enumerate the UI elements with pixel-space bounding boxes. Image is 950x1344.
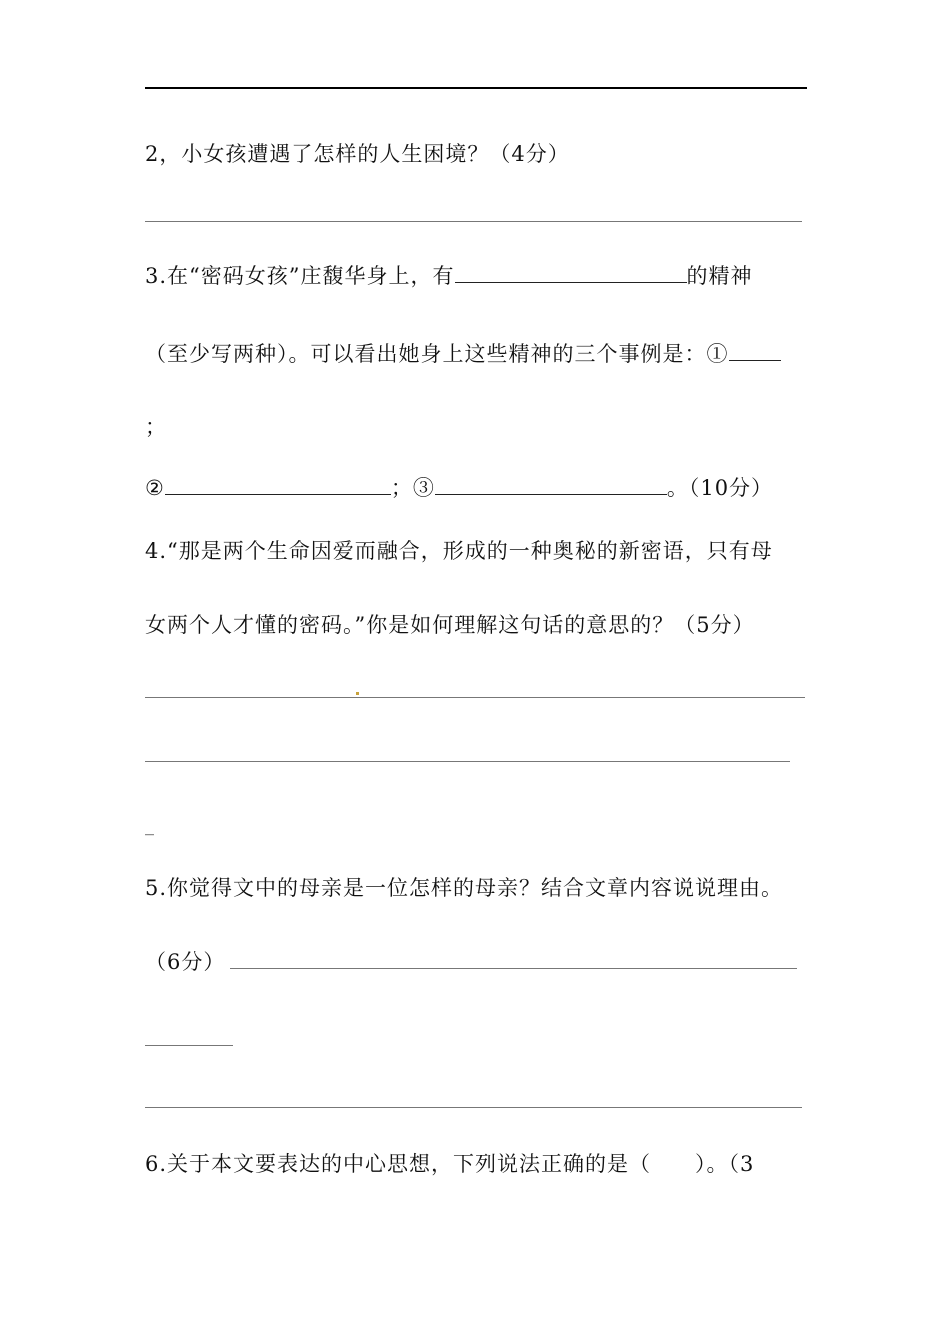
answer-line-q2[interactable] (145, 221, 802, 222)
question-3-marker-3: ；③ (390, 476, 435, 500)
answer-line-q5-3[interactable] (145, 1107, 802, 1108)
question-4-line-2: 女两个人才懂的密码。”你是如何理解这句话的意思的？（5分） (145, 613, 755, 637)
question-3-line-1 (145, 262, 753, 290)
question-3-marker-2: ② (145, 476, 165, 500)
answer-line-q5-2[interactable] (145, 1045, 233, 1046)
question-3-line-2 (145, 340, 781, 368)
question-3-text-b: 的精神 (686, 264, 753, 288)
header-rule (145, 87, 807, 89)
answer-line-q4-2[interactable] (145, 761, 790, 762)
answer-blank-q3-example-1[interactable] (729, 342, 781, 361)
stray-mark (356, 692, 359, 695)
question-3-score: 。（10分） (666, 476, 774, 500)
answer-line-q5-1[interactable] (230, 968, 797, 969)
answer-line-q4-tail: _ (145, 815, 155, 836)
question-3-text-c: （至少写两种）。可以看出她身上这些精神的三个事例是：① (145, 342, 729, 366)
answer-line-q4-1[interactable] (145, 697, 805, 698)
question-3-text-a: 3.在“密码女孩”庄馥华身上，有 (145, 264, 455, 288)
answer-blank-q3-spirit[interactable] (455, 264, 687, 283)
answer-blank-q3-example-2[interactable] (165, 476, 391, 495)
answer-blank-q3-example-3[interactable] (435, 476, 667, 495)
question-5-line-2 (145, 948, 225, 976)
question-5-score: （6分） (145, 950, 226, 974)
question-6: 6.关于本文要表达的中心思想，下列说法正确的是（ ）。（3 (145, 1152, 755, 1176)
question-3-line-4 (145, 474, 773, 502)
question-3-line-3: ； (145, 415, 167, 439)
question-5-line-1: 5.你觉得文中的母亲是一位怎样的母亲？结合文章内容说说理由。 (145, 876, 784, 900)
question-2: 2，小女孩遭遇了怎样的人生困境？（4分） (145, 142, 570, 166)
question-4-line-1: 4.“那是两个生命因爱而融合，形成的一种奥秘的新密语，只有母 (145, 539, 773, 563)
